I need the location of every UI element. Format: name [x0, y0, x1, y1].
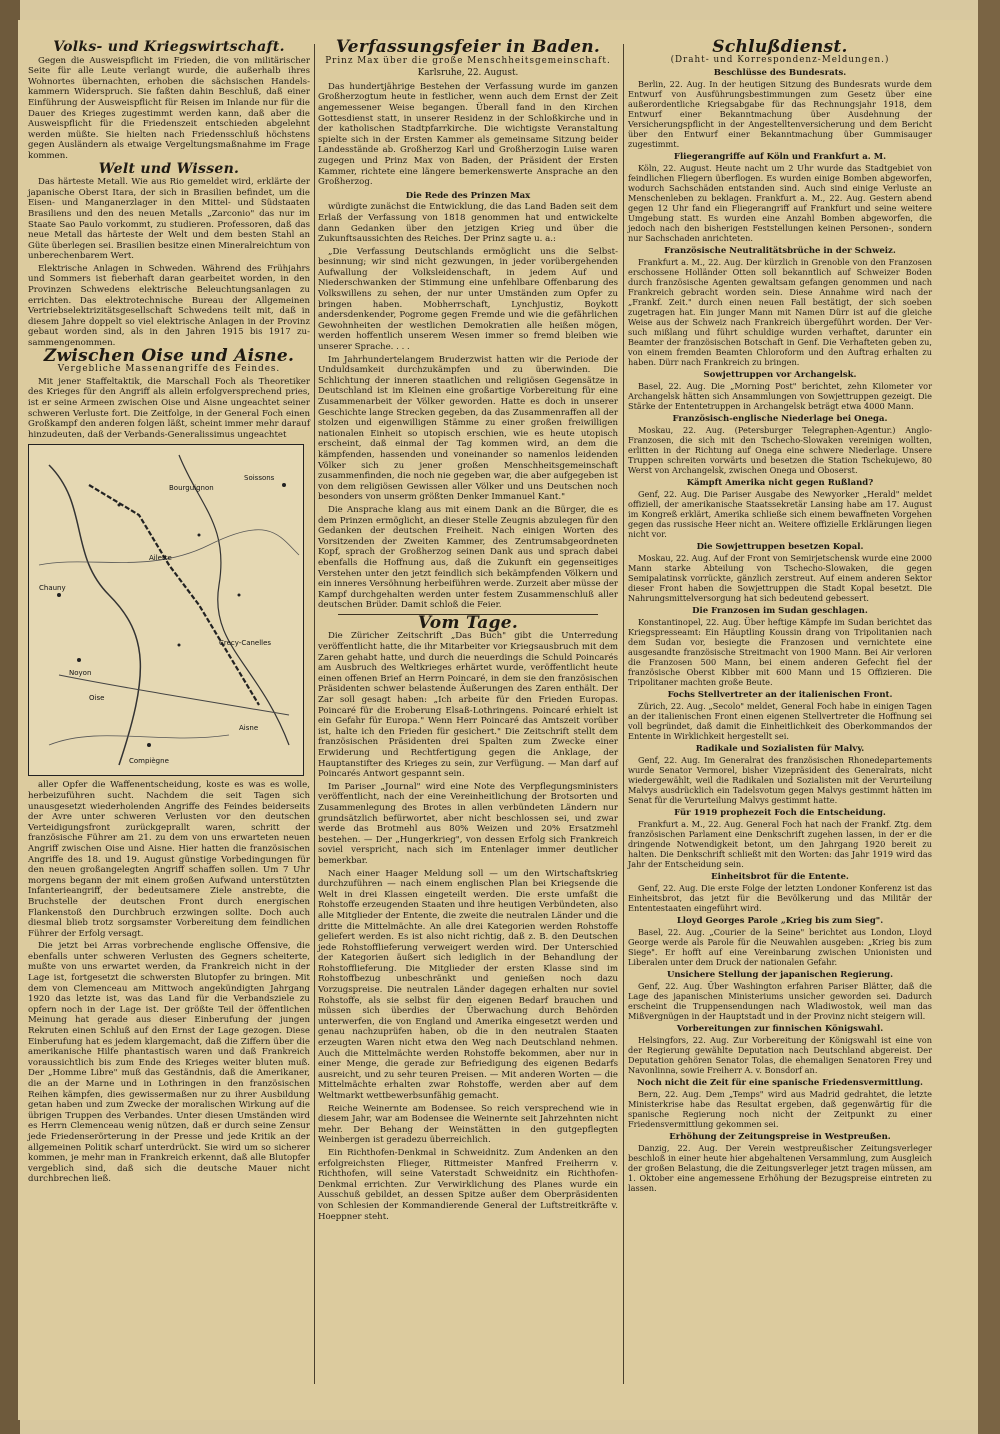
article-oise-aisne-end: Die jetzt bei Arras vorbrechende englische Offensive, die ebenfalls unter schweren Verlusten des Gegners scheiterte, mußte von uns erwartet werden, da Frankreich nicht in der Lage ist, fortgesetzt die schwersten Blutopfer zu bringen. Mit dem von Clemenceau am Mittwoch angekündigten Jahrgang 1920 das letzte ist, was das Land für die Verbandsziele zu opfern noch in der Lage ist. Der größte Teil der öffentlichen Meinung hat gerade aus dieser Einberufung der jungen Rekruten einen Schluß auf den Ernst der Lage gezogen. Diese Einberufung hat es jedem klargemacht, daß die Ziffern über die amerikanische Hilfe phantastisch waren und daß Frankreich voraussichtlich bis zum Ende des Krieges weiter bluten muß. Der „Homme Libre" muß das Geständnis, daß die Amerikaner, die an der Marne und in Lothringen in den französischen Reihen kämpfen, dies gewissermaßen nur zu ihrer Ausbildung getan haben und zum Zwecke der moralischen Wirkung auf die übrigen Truppen des Verbandes. Unter diesen Umständen wird es Herrn Clemenceau wenig nützen, daß er durch seine Zensur jede Friedenserörterung in der Presse und jede Kritik an der allgemeinen Politik scharf unterdrückt. Sie wird um so sicherer kommen, je mehr man in Frankreich erkennt, daß alle Blutopfer vergeblich sind, daß sich die deutsche Mauer nicht durchbrechen ließ. [28, 941, 310, 1185]
article-baden-5: Die Ansprache klang aus mit einem Dank an die Bürger, die es dem Prinzen ermöglicht, an dieser Stelle Zeugnis abzulegen für den Gedanken der deutschen Freiheit. Nach einigen Worten des Vorsitzenden der Zweiten Kammer, des Zentrumsabgeordneten Kopf, sprach der Großherzog seinen Dank aus und sprach dabei ebenfalls die Hoffnung aus, daß die Zukunft ein gegenseitiges Verstehen unter den jetzt feindlich sich bekämpfenden Völkern und ein inneres Versöhnung herbeiführen werde. Zurzeit aber müsse der Kampf durchgehalten werden unter festem Zusammenschluß aller deutschen Brüder. Damit schloß die Feier. [318, 504, 619, 611]
news-item-headline: Unsichere Stellung der japanischen Regierung. [666, 970, 894, 980]
subheadline-schlussdienst: (Draht- und Korrespondenz-Meldungen.) [670, 55, 890, 65]
battle-map-drawing [29, 445, 303, 775]
battle-map [28, 444, 304, 776]
news-item-text: Konstantinopel, 22. Aug. Über heftige Kämpfe im Sudan berichtet das Kriegspresseamt: Ein Häuptling Koussin drang von Tripolitanien nach dem Sudan vor, besiegte die Franzosen und vernichtete eine ausgesandte französische Streitmacht von 1900 Mann. Bei Air verloren die Franzosen 500 Mann, bei einem anderen Gefecht fiel der französische Oberst Kibber mit 600 Mann und 15 Offizieren. Die Tripolitaner machten große Beute. [628, 617, 932, 687]
headline-kriegswirtschaft: Volks- und Kriegswirtschaft. [53, 39, 285, 55]
news-item-headline: Fliegerangriffe auf Köln und Frankfurt a. M. [673, 152, 887, 162]
subheadline-baden: Prinz Max über die große Menschheitsgemeinschaft. [325, 55, 611, 66]
article-baden-1: Das hundertjährige Bestehen der Verfassung wurde im ganzen Großherzogtum heute in festlicher, wenn auch dem Ernst der Zeit angemessener Weise begangen. Überall fand in den Kirchen Gottesdienst statt, in unserer Residenz in der Schloßkirche und in der katholischen Stadtpfarrkirche. Die wichtigste Veranstaltung spielte sich in der Ersten Kammer als gemeinsame Sitzung beider Landesstände ab. Großherzog Karl und Großherzogin Luise waren zugegen und Prinz Max von Baden, der Präsident der Ersten Kammer, richtete eine längere bemerkenswerte Ansprache an den Großherzog. [318, 81, 618, 188]
news-item-text: Zürich, 22. Aug. „Secolo" meldet, General Foch habe in einigen Tagen an der italienischen Front einen eigenen Stellvertreter die Hoffnung sei voll begründet, daß damit die Einheitlichkeit des Oberkommandos der Entente in Wirklichkeit hergestellt sei. [628, 701, 932, 741]
article-oise-aisne-cont: aller Opfer die Waffenentscheidung, koste es was es wolle, herbeizuführen sucht. Nachdem die seit Tagen sich unausgesetzt wiederholenden Angriffe des Feindes beiderseits der Avre unter schweren Verlusten vor den deutschen Verteidigungsfront zurückgeprallt waren, schritt der französische Führer am 21. zu dem von uns erwarteten neuen Angriff zwischen Oise und Aisne. Hier hatten die französischen Angriffe des 18. und 19. August günstige Vorbedingungen für den neuen großangelegten Angriff schaffen sollen. Um 7 Uhr morgens begann der mit einem großen Aufwand unterstützten Infanterieangriff, der bedeutsamere Ziele anstrebte, die Bruchstelle der deutschen Front durch energischen Flankenstoß den Durchbruch erzwingen sollte. Doch auch diesmal blieb trotz sorgsamster Vorbereitung dem feindlichen Führer der Erfolg versagt. [28, 780, 310, 939]
news-item-headline: Fochs Stellvertreter an der italienischen Front. [667, 690, 893, 700]
map-label-bourguignon: Bourguignon [169, 484, 214, 493]
news-item-text: Genf, 22. Aug. Die Pariser Ausgabe des Newyorker „Herald" meldet offiziell, der amerikanische Staatssekretär Lansing habe am 17. August im Kongreß erklärt, Amerika schließe sich einem bewaffneten Vorgehen gegen das russische Heer nicht an. Weitere offizielle Erklärungen liegen nicht vor. [628, 489, 932, 539]
map-label-soissons: Soissons [244, 474, 275, 483]
map-label-chauny: Chauny [39, 584, 66, 593]
column-rule-1 [314, 44, 315, 1384]
news-item-text: Helsingfors, 22. Aug. Zur Vorbereitung der Königswahl ist eine von der Regierung gewählte Deputation nach Deutschland abgereist. Der Deputation gehören Senator Tolas, die ehemaligen Senatoren Frey und Navonlinna, sowie Freiherr A. v. Bonsdorf an. [628, 1035, 932, 1075]
news-item-headline: Die Sowjettruppen besetzen Kopal. [696, 542, 864, 552]
news-item-text: Bern, 22. Aug. Dem „Temps" wird aus Madrid gedrahtet, die letzte Ministerkrise habe das Resultat ergeben, daß gegenwärtig für die spanische Regierung noch nicht der Zeitpunkt zu einer Friedensvermittlung gekommen sei. [628, 1089, 932, 1129]
article-tage-2: Im Pariser „Journal" wird eine Note des Verpflegungsministers veröffentlicht, nach der eine Vereinheitlichung der Brotsorten und Zusammenlegung des Brotes in allen verbündeten Ländern nur grundsätzlich befürwortet, aber nicht beschlossen sei, und zwar werde das Brotmehl aus 80% Weizen und 20% Ersatzmehl bestehen. — Der „Hungerkrieg", von dessen Erfolg sich Frankreich soviel verspricht, nach sich im Entenlager immer deutlicher bemerkbar. [318, 781, 618, 866]
news-item-headline: Für 1919 prophezeit Foch die Entscheidung. [674, 808, 886, 818]
article-tage-3: Nach einer Haager Meldung soll — um den Wirtschaftskrieg durchzuführen — nach einem englischen Plan bei Kriegsende die Welt in drei Klassen eingeteilt werden. Die erste umfaßt die Rohstoffe erzeugenden Staaten und ihre heutigen Verbündeten, also alle Mitglieder der Entente, die zweite die neutralen Länder und die dritte die Mittelmächte. An alle drei Kategorien werden Rohstoffe geliefert werden. Es ist also nicht richtig, daß z. B. den Deutschen jede Rohstofflieferung verweigert werden wird. Der Unterschied der Kategorien äußert sich lediglich in der Behandlung der Rohstofflieferung. Die Mitglieder der ersten Klasse sind im Rohstoffbezug unbeschränkt und genießen noch dazu Vorzugspreise. Die neutralen Länder dagegen erhalten nur soviel Rohstoffe, als sie selbst für den eigenen Bedarf brauchen und müssen sich überdies der Überwachung durch Behörden unterwerfen, die von England und Amerika eingesetzt werden und genau nachzuprüfen haben, ob die in den neutralen Staaten erzeugten Waren nicht etwa den Weg nach Deutschland nehmen. Auch die Mittelmächte werden Rohstoffe bekommen, aber nur in einer Menge, die gerade zur Befriedigung des eigenen Bedarfs ausreicht, und zu sehr teuren Preisen. — Mit anderen Worten — die Mittelmächte erhalten zwar Rohstoffe, werden aber auf dem Weltmarkt wettbewerbsunfähig gemacht. [318, 868, 618, 1101]
news-item-text: Genf, 22. Aug. Über Washington erfahren Pariser Blätter, daß die Lage des japanischen Ministeriums unsicher geworden sei. Dadurch erscheint die Truppensendungen nach Wladiwostok, weil man das Mißvergnügen in der Hauptstadt und in der Provinz nicht steigern will. [628, 981, 932, 1021]
article-baden-2: würdigte zunächst die Entwicklung, die das Land Baden seit dem Erlaß der Verfassung von 1818 genommen hat und entwickelte dann Gedanken über den jetzigen Krieg und über die Zukunftsaussichten des Reiches. Der Prinz sagte u. a.: [318, 202, 618, 245]
map-label-aisne: Aisne [239, 724, 259, 733]
news-item-headline: Die Franzosen im Sudan geschlagen. [692, 606, 868, 616]
dateline-baden: Karlsruhe, 22. August. [417, 68, 519, 79]
subheadline-oise-aisne: Vergebliche Massenangriffe des Feindes. [57, 364, 281, 375]
map-label-oise: Oise [89, 694, 105, 703]
article-haertestes-metall: Das härteste Metall. Wie aus Rio gemeldet wird, erklärte der japanische Oberst Itara, der sich in Brasilien befindet, um die Eisen- und Manganerzlager in den Mittel- und Südstaaten Brasiliens und den des neuen Metalls „Zarconio" das nur im Staate Sao Paulo vorkommt, zu studieren. Professoren, daß das neue Metall das härteste der Welt und dem besten Stahl an Güte überlegen sei. Brasilien besitze einen Mineralreichtum von unberechenbarem Wert. [28, 177, 310, 262]
news-item-headline: Kämpft Amerika nicht gegen Rußland? [686, 478, 874, 488]
news-item-headline: Vorbereitungen zur finnischen Königswahl. [676, 1024, 884, 1034]
headline-welt-und-wissen: Welt und Wissen. [98, 160, 240, 177]
subhead-rede-prinz-max: Die Rede des Prinzen Max [405, 190, 531, 201]
column-1 [28, 40, 310, 1187]
news-item-text: Berlin, 22. Aug. In der heutigen Sitzung des Bundesrats wurde dem Entwurf von Ausführungsbestimmungen zum Gesetz über eine außerordentliche Kriegsabgabe für das Rechnungsjahr 1918, dem Entwurf einer Bekanntmachung über Ausdehnung der Versicherungspflicht in der Angestelltenversicherung und dem Bericht über den Entwurf einer Bekanntmachung über Gummisauger zugestimmt. [628, 79, 932, 149]
article-tage-1: Die Züricher Zeitschrift „Das Buch" gibt die Unterredung veröffentlicht hatte, die ihr Mitarbeiter vor Kriegsausbruch mit dem Zaren gehabt hatte, und durch die neuerdings die Schuld Poincarés am Ausbruch des Weltkrieges erhärtet wurde, veröffentlicht heute einen offenen Brief an Herrn Poincaré, in dem sie den französischen Präsidenten schwer belastende Äußerungen des Zaren enthält. Der Zar soll gesagt haben: „Ich arbeite für den Frieden Europas. Poincaré für die Eroberung Elsaß-Lothringens. Poincaré erhielt ist ein Gefahr für Europa." Wenn Herr Poincaré das Amtszeit vorüber ist, halte ich den Frieden für gesichert." Die Zeitschrift stellt dem französischen Präsidenten drei Spalten zum Zwecke einer Erwiderung und Rechtfertigung gegen die Anklage, der Hauptanstifter des Krieges zu sein, zur Verfügung. — Man darf auf Poincarés Antwort gespannt sein. [318, 631, 618, 780]
news-item-headline: Einheitsbrot für die Entente. [711, 872, 849, 882]
news-item-text: Köln, 22. August. Heute nacht um 2 Uhr wurde das Stadtgebiet von feindlichen Fliegern überflogen. Es wurden einige Bomben abgeworfen, wodurch Sachschäden entstanden sind. Auch sind einige Verluste an Menschenleben zu beklagen. Frankfurt a. M., 22. Aug. Gestern abend gegen 12 Uhr fand ein Fliegerangriff auf Frankfurt und seine weitere Umgebung statt. Es wurden eine Anzahl Bomben abgeworfen, die jedoch nach den bisherigen Feststellungen keinen Personen-, sondern nur Sachschaden anrichteten. [628, 163, 932, 243]
column-rule-2 [623, 44, 624, 1384]
news-items-list [628, 68, 932, 1193]
news-item-headline: Radikale und Sozialisten für Malvy. [695, 744, 865, 754]
headline-baden: Verfassungsfeier in Baden. [335, 37, 601, 57]
news-item-text: Danzig, 22. Aug. Der Verein westpreußischer Zeitungsverleger beschloß in einer heute hier abgehaltenen Versammlung, zum Ausgleich der großen Belastung, die die Zeitungsverleger jetzt tragen müssen, am 1. Oktober eine angemessene Erhöhung der Bezugspreise eintreten zu lassen. [628, 1143, 932, 1193]
headline-oise-aisne: Zwischen Oise und Aisne. [43, 345, 295, 366]
news-item-headline: Beschlüsse des Bundesrats. [713, 68, 847, 78]
headline-schlussdienst: Schlußdienst. [712, 37, 848, 57]
article-oise-aisne-intro: Mit jener Staffeltaktik, die Marschall Foch als Theoretiker des Krieges für den Angriff als allein erfolgversprechend pries, ist er seine Armeen zwischen Oise und Aisne ungeachtet seiner schweren Verluste fort. Die Zeitfolge, in der General Foch einen Großkampf den anderen folgen läßt, scheint immer mehr darauf hinzudeuten, daß der Verbands-Generalissimus ungeachtet [28, 376, 310, 440]
binding-edge-right [978, 0, 1000, 1434]
article-baden-4: Im Jahrhundertelangem Bruderzwist hatten wir die Periode der Unduldsamkeit durchzukämpfen und zu überwinden. Die Schlichtung der inneren staatlichen und religiösen Gegensätze in Deutschland ist im Kleinen eine großartige Vorbereitung für eine Zusammenarbeit der Völker geworden. Hatte es doch in unserer Geschichte lange Strecken gegeben, da das Zusammenraffen all der stolzen und eigenwilligen Stämme zu einer großen freiwilligen nationalen Einheit so utopisch erschien, wie es heute utopisch erscheint, daß einmal der Tag kommen wird, an dem die kämpfenden, hassenden und voneinander so namenlos leidenden Völker sich zu jener großen Menschheitsgemeinschaft zusammenfinden, die noch nie gegeben war, die aber aufgegeben ist von dem religiösen Gewissen aller Völker und uns Deutschen noch besonders von unserm größten Denker Immanuel Kant." [318, 354, 618, 503]
binding-edge-left [0, 0, 20, 1434]
news-item-text: Basel, 22. Aug. „Courier de la Seine" berichtet aus London, Lloyd George werde als Parole für die Neuwahlen ausgeben: „Krieg bis zum Siege". Er hofft auf eine Vereinbarung zwischen Unionisten und Liberalen unter dem Druck der nationalen Gefahr. [628, 927, 932, 967]
article-baden-3: „Die Verfassung Deutschlands ermöglicht uns die Selbstbesinnung; wir sind nicht gezwungen, in jeder vorübergehenden Aufwallung der Volksleidenschaft, in jedem Auf und Niederschwanken der Stimmung eine unfehlbare Offenbarung des Volkswillens zu sehen, der nur unter Umständen zum Opfer zu bringen haben. Mobherrschaft, Lynchjustiz, Boykott andersdenkender, Pogrome gegen Fremde und wie die gefährlichen Gewohnheiten der westlichen Demokratien alle heißen mögen, werden hoffentlich unserem Wesen immer so fremd bleiben wie unserer Sprache. . . . [318, 246, 618, 353]
news-item-text: Basel, 22. Aug. Die „Morning Post" berichtet, zehn Kilometer vor Archangelsk hätten sich Ansammlungen von Sowjettruppen gezeigt. Die Stärke der Ententetruppen in Archangelsk beträgt etwa 4000 Mann. [628, 381, 932, 411]
map-label-compiegne: Compiègne [129, 757, 169, 766]
article-tage-5: Ein Richthofen-Denkmal in Schweidnitz. Zum Andenken an den erfolgreichsten Flieger, Rittmeister Manfred Freiherrn v. Richthofen, will seine Vaterstadt Schweidnitz ein Richthofen-Denkmal errichten. Zur Verwirklichung des Planes wurde ein Ausschuß gebildet, an dessen Spitze außer dem Oberpräsidenten von Schlesien der Kommandierende General der Luftstreitkräfte v. Hoeppner steht. [318, 1147, 618, 1222]
news-item-headline: Französisch-englische Niederlage bei Onega. [672, 414, 888, 424]
article-elektrische-anlagen: Elektrische Anlagen in Schweden. Während des Frühjahrs und Sommers ist fieberhaft daran gearbeitet worden, in den Provinzen Schwedens elektrische Beleuchtungsanlagen zu errichten. Das elektrotechnische Bureau der Allgemeinen Vertriebselektrizitätsgesellschaft Schwedens teilt mit, daß in diesem Jahre doppelt so viel elektrische Anlagen in der Provinz gebaut worden sind, als in den Jahren 1915 bis 1917 zusammengenommen. [28, 263, 310, 349]
news-item-headline: Lloyd Georges Parole „Krieg bis zum Sieg". [676, 916, 884, 926]
news-item-text: Frankfurt a. M., 22. Aug. General Foch hat nach der Frankf. Ztg. dem französischen Parlament eine Denkschrift zugehen lassen, in der er die dringende Notwendigkeit betont, um den Jahrgang 1920 bereit zu halten. Die Denkschrift schließt mit den Worten: das Jahr 1919 wird das Jahr der Entscheidung sein. [628, 819, 932, 869]
news-item-text: Frankfurt a. M., 22. Aug. Der kürzlich in Grenoble von den Franzosen erschossene Holländer Otten soll bekanntlich auf Schweizer Boden durch französische Agenten gewaltsam gefangen genommen und nach Frankreich gebracht worden sein. Diese Annahme wird nach der „Frankf. Zeit." durch einen neuen Fall bestätigt, der sich soeben zugetragen hat. Ein junger Mann mit Namen Dürr ist auf die gleiche Weise aus der Schweiz nach Frankreich übergeführt worden. Der Versuch mißlang und führt schuldige wurden verhaftet, darunter ein Beamter der französischen Botschaft in Genf. Die Verhafteten geben zu, von einem fremden Beamten Chloroform und den Auftrag erhalten zu haben. Dürr nach Frankreich zu bringen. [628, 257, 932, 367]
news-item-headline: Sowjettruppen vor Archangelsk. [703, 370, 857, 380]
news-item-text: Moskau, 22. Aug. Auf der Front von Semirjetschensk wurde eine 2000 Mann starke Abteilung von Tschecho-Slowaken, die gegen Semipalatinsk vorrückte, gänzlich zerstreut. Auf einem anderen Sektor dieser Front haben die Sowjettruppen die Stadt Kopal besetzt. Die Nahrungsmittelversorgung hat sich bedeutend gebessert. [628, 553, 932, 603]
news-item-headline: Noch nicht die Zeit für eine spanische Friedensvermittlung. [637, 1078, 923, 1088]
map-label-noyon: Noyon [69, 669, 92, 678]
news-item-headline: Erhöhung der Zeitungspreise in Westpreußen. [669, 1132, 891, 1142]
headline-vom-tage: Vom Tage. [417, 612, 519, 633]
column-2 [318, 37, 619, 1224]
map-label-ailette: Ailette [149, 554, 172, 563]
news-item-headline: Französische Neutralitätsbrüche in der Schweiz. [664, 246, 896, 256]
column-3 [628, 37, 932, 1195]
article-kriegswirtschaft: Gegen die Ausweispflicht im Frieden, die von militärischer Seite für alle Leute verlangt wurde, die außerhalb ihres Wohnortes übernachten, erhoben die sächsischen Handelskammern Widerspruch. Sie faßten dahin Beschluß, daß einer Einführung der Ausweispflicht für Reisen im Inlande nur für die Dauer des Krieges zugestimmt werden kann, daß aber die Ausweispflicht für die Friedenszeit entschieden abgelehnt werden müßte. Sie hielten nach Friedensschluß höchstens gegen Ausländern als etwaige Vergeltungsmaßnahme im Frage kommen. [28, 55, 310, 161]
map-label-crecy: Crecy-Canelles [219, 639, 272, 648]
article-tage-4: Reiche Weinernte am Bodensee. So reich versprechend wie in diesem Jahr, war am Bodensee die Weinernte seit Jahrzehnten nicht mehr. Der Behang der Weinstätten in den gutgepflegten Weinbergen ist geradezu überreichlich. [318, 1103, 618, 1146]
news-item-text: Genf, 22. Aug. Im Generalrat des französischen Rhonedepartements wurde Senator Vermorel, bisher Vizepräsident des Generalrats, nicht wiedergewählt, weil die Radikalen und Sozialisten mit der Verurteilung Malvys ausdrücklich ein Tadelsvotum gegen Malvys gestimmt hätten im Senat für die Verurteilung Malvys gestimmt hatte. [628, 755, 932, 805]
news-item-text: Moskau, 22. Aug. (Petersburger Telegraphen-Agentur.) Anglo-Franzosen, die sich mit den Tschecho-Slowaken vereinigen wollten, erlitten in der Richtung auf Onega eine schwere Niederlage. Unsere Truppen schreiten vorwärts und besetzen die Station Tschekujewo, 80 Werst von Archangelsk, zwischen Onega und Oboserst. [628, 425, 932, 475]
news-item-text: Genf, 22. Aug. Die erste Folge der letzten Londoner Konferenz ist das Einheitsbrot, das jetzt für die Bevölkerung und das Militär der Ententestaaten eingeführt wird. [628, 883, 932, 913]
